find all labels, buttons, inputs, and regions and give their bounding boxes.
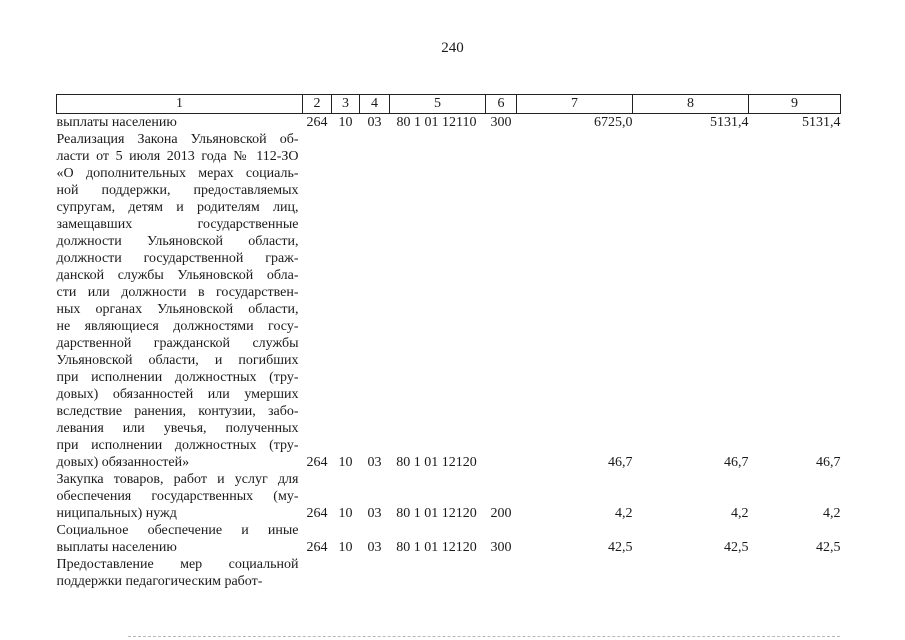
description-line: ных органах Ульяновской области, <box>56 302 299 317</box>
cell-c9: 46,7 <box>816 455 841 470</box>
cell-c6: 300 <box>490 540 512 555</box>
cell-c2: 264 <box>306 540 328 555</box>
header-cell-4: 4 <box>360 95 390 114</box>
description-line: выплаты населению <box>56 540 177 555</box>
cell-c3: 10 <box>338 540 353 555</box>
cell-c7: 6725,0 <box>594 115 633 130</box>
description-line: сти или должности в государствен- <box>56 285 299 300</box>
cell-c9: 4,2 <box>823 506 841 521</box>
description-line: Реализация Закона Ульяновской об- <box>56 132 299 147</box>
header-cell-1: 1 <box>57 95 303 114</box>
description-line: Ульяновской области, и погибших <box>56 353 299 368</box>
row-description <box>57 131 303 471</box>
description-line: ласти от 5 июля 2013 года № 112-ЗО <box>56 149 299 164</box>
description-line: Предоставление мер социальной <box>56 557 299 572</box>
cell-c4: 03 <box>367 540 382 555</box>
cell-c9: 42,5 <box>816 540 841 555</box>
cell-c7: 42,5 <box>608 540 633 555</box>
description-line: должности государственной граж- <box>56 251 299 266</box>
header-cell-8: 8 <box>633 95 749 114</box>
description-line: замещавших государственные <box>56 217 299 232</box>
header-cell-5: 5 <box>390 95 486 114</box>
header-cell-6: 6 <box>486 95 517 114</box>
cell-c8: 4,2 <box>731 506 749 521</box>
description-line: выплаты населению <box>56 115 177 130</box>
cell-c6 <box>486 556 517 590</box>
cell-c6 <box>486 131 517 471</box>
cell-c7: 4,2 <box>615 506 633 521</box>
cell-c6: 200 <box>490 506 512 521</box>
cell-c3: 10 <box>338 115 353 130</box>
cell-c2: 264 <box>306 115 328 130</box>
row-description <box>57 522 303 556</box>
table-body <box>57 114 841 591</box>
description-line: данской службы Ульяновской обла- <box>56 268 299 283</box>
cell-c8: 46,7 <box>724 455 749 470</box>
cell-c5: 80 1 01 12120 <box>396 455 477 470</box>
table-row <box>57 522 841 556</box>
description-line: при исполнении должностных (тру- <box>56 370 299 385</box>
description-line: довых) обязанностей» <box>56 455 190 470</box>
cell-c5: 80 1 01 12120 <box>396 506 477 521</box>
cell-c4: 03 <box>367 506 382 521</box>
description-line: не являющиеся должностями госу- <box>56 319 299 334</box>
row-description <box>57 556 303 590</box>
header-cell-3: 3 <box>332 95 360 114</box>
cell-c4: 03 <box>367 115 382 130</box>
cell-c2: 264 <box>306 506 328 521</box>
cell-c4 <box>360 556 390 590</box>
description-line: должности Ульяновской области, <box>56 234 299 249</box>
description-line: Закупка товаров, работ и услуг для <box>56 472 299 487</box>
description-line: ной поддержки, предоставляемых <box>56 183 299 198</box>
cell-c5 <box>390 556 486 590</box>
row-description <box>57 471 303 522</box>
table-row <box>57 471 841 522</box>
description-line: Социальное обеспечение и иные <box>56 523 299 538</box>
description-line: дарственной гражданской службы <box>56 336 299 351</box>
cell-c8: 42,5 <box>724 540 749 555</box>
cell-c9 <box>749 556 841 590</box>
header-cell-7: 7 <box>517 95 633 114</box>
table-row <box>57 556 841 590</box>
cell-c3: 10 <box>338 506 353 521</box>
cell-c8: 5131,4 <box>710 115 749 130</box>
cell-c2 <box>303 556 332 590</box>
cell-c5: 80 1 01 12120 <box>396 540 477 555</box>
description-line: довых) обязанностей или умерших <box>56 387 299 402</box>
cell-c7 <box>517 556 633 590</box>
description-line: супругам, детям и родителям лиц, <box>56 200 299 215</box>
cell-c7: 46,7 <box>608 455 633 470</box>
description-line: поддержки педагогическим работ- <box>56 574 263 589</box>
description-line: левания или увечья, полученных <box>56 421 299 436</box>
page-number: 240 <box>441 40 464 56</box>
description-line: «О дополнительных мерах социаль- <box>56 166 299 181</box>
description-line: обеспечения государственных (му- <box>56 489 299 504</box>
table-row <box>57 114 841 132</box>
header-cell-9: 9 <box>749 95 841 114</box>
header-cell-2: 2 <box>303 95 332 114</box>
scan-edge-line <box>128 636 840 637</box>
cell-c3: 10 <box>338 455 353 470</box>
row-description <box>57 114 303 132</box>
description-line: ниципальных) нужд <box>56 506 177 521</box>
cell-c5: 80 1 01 12110 <box>396 115 477 130</box>
description-line: при исполнении должностных (тру- <box>56 438 299 453</box>
cell-c8 <box>633 556 749 590</box>
table-row <box>57 131 841 471</box>
table-header-row <box>57 95 841 114</box>
cell-c2: 264 <box>306 455 328 470</box>
description-line: вследствие ранения, контузии, забо- <box>56 404 299 419</box>
cell-c3 <box>332 556 360 590</box>
cell-c4: 03 <box>367 455 382 470</box>
cell-c9: 5131,4 <box>802 115 841 130</box>
budget-table <box>56 94 841 590</box>
cell-c6: 300 <box>490 115 512 130</box>
